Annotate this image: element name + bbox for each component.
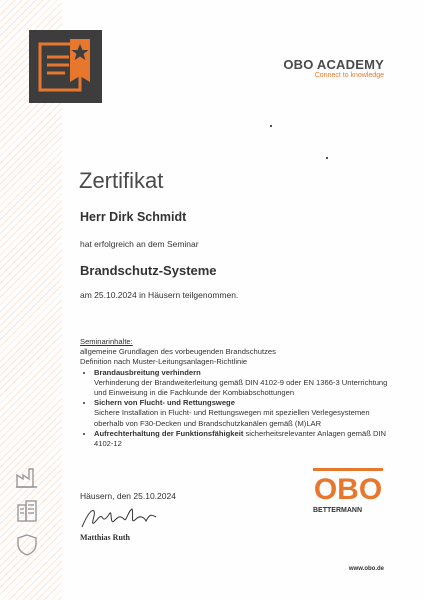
seminar-contents [80,337,390,449]
speck [326,157,328,159]
certificate-badge-icon [29,30,102,103]
contents-line: Definition nach Muster-Leitungsanlagen-Richtlinie [80,357,248,367]
contents-line: allgemeine Grundlagen des vorbeugenden Brandschutzes [80,347,276,357]
place-date: Häusern, den 25.10.2024 [80,491,176,501]
list-item [94,368,390,399]
building-icon [15,499,39,528]
speck [270,125,272,127]
academy-title: OBO ACADEMY [283,57,384,72]
bullet-text: sicherheitsrelevanter Anlagen gemäß DIN 4102-12 [94,428,387,449]
contents-list [80,368,390,450]
contents-label: Seminarinhalte: [80,337,133,346]
date-line: am 25.10.2024 in Häusern teilgenommen. [80,290,239,300]
obo-subbrand: BETTERMANN [313,507,362,514]
signature [80,505,160,536]
list-item [94,398,390,429]
bullet-text: Verhinderung der Brandweiterleitung gemäß DIN 4102-9 oder EN 1366-3 Unterrichtung und Einweisung in die Fachkunde der Kombiabschottungen [94,377,388,398]
intro-text: hat erfolgreich an dem Seminar [80,239,199,249]
seminar-title: Brandschutz-Systeme [80,263,217,278]
obo-wordmark: OBO [313,473,383,506]
academy-subtitle: Connect to knowledge [314,72,384,79]
shield-icon [15,533,39,562]
website-url: www.obo.de [348,566,384,572]
factory-icon [15,465,39,494]
bullet-title: Sichern von Flucht- und Rettungswege [94,398,235,408]
certificate-title: Zertifikat [79,168,164,193]
bullet-title: Aufrechterhaltung der Funktionsfähigkeit [94,428,244,438]
recipient-name: Herr Dirk Schmidt [80,210,187,224]
signer-name: Matthias Ruth [80,533,131,542]
obo-logo [313,468,383,511]
list-item [94,429,390,449]
bullet-text: Sichere Installation in Flucht- und Rettungswegen mit speziellen Verlegesystemen oberhalb von F30-Decken und Brandschutzkanälen gemäß (M)LAR [94,408,370,428]
bullet-title: Brandausbreitung verhindern [94,367,201,377]
